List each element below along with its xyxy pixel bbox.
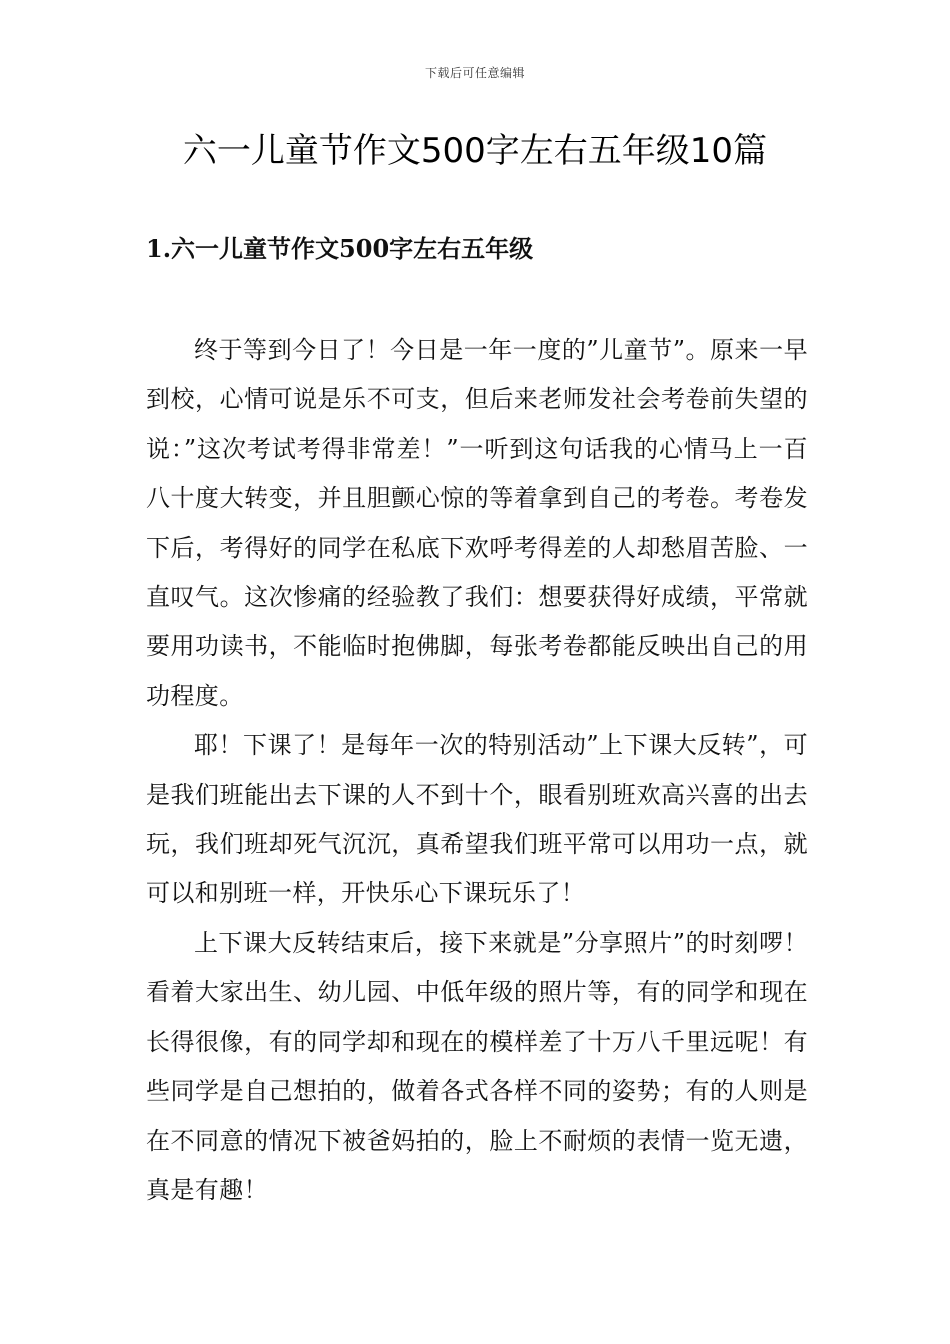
essay-body: [146, 326, 808, 1215]
header-note: 下载后可任意编辑: [424, 66, 525, 80]
document-title: 六一儿童节作文500字左右五年级10篇: [182, 131, 768, 171]
section-heading: 1.六一儿童节作文500字左右五年级: [146, 234, 534, 263]
paragraph: 耶！下课了！是每年一次的特别活动”上下课大反转”，可是我们班能出去下课的人不到十个，眼看别班欢高兴喜的出去玩，我们班却死气沉沉，真希望我们班平常可以用功一点，就可以和别班一样，开快乐心下课玩乐了！: [146, 731, 808, 908]
paragraph: 上下课大反转结束后，接下来就是”分享照片”的时刻啰！看着大家出生、幼儿园、中低年级的照片等，有的同学和现在长得很像，有的同学却和现在的模样差了十万八千里远呢！有些同学是自己想拍的，做着各式各样不同的姿势；有的人则是在不同意的情况下被爸妈拍的，脸上不耐烦的表情一览无遗，真是有趣！: [146, 928, 808, 1204]
paragraph: 终于等到今日了！今日是一年一度的”儿童节”。原来一早到校，心情可说是乐不可支，但后来老师发社会考卷前失望的说：”这次考试考得非常差！”一听到这句话我的心情马上一百八十度大转变，并且胆颤心惊的等着拿到自己的考卷。考卷发下后，考得好的同学在私底下欢呼考得差的人却愁眉苦脸、一直叹气。这次惨痛的经验教了我们：想要获得好成绩，平常就要用功读书，不能临时抱佛脚，每张考卷都能反映出自己的用功程度。: [146, 336, 808, 710]
